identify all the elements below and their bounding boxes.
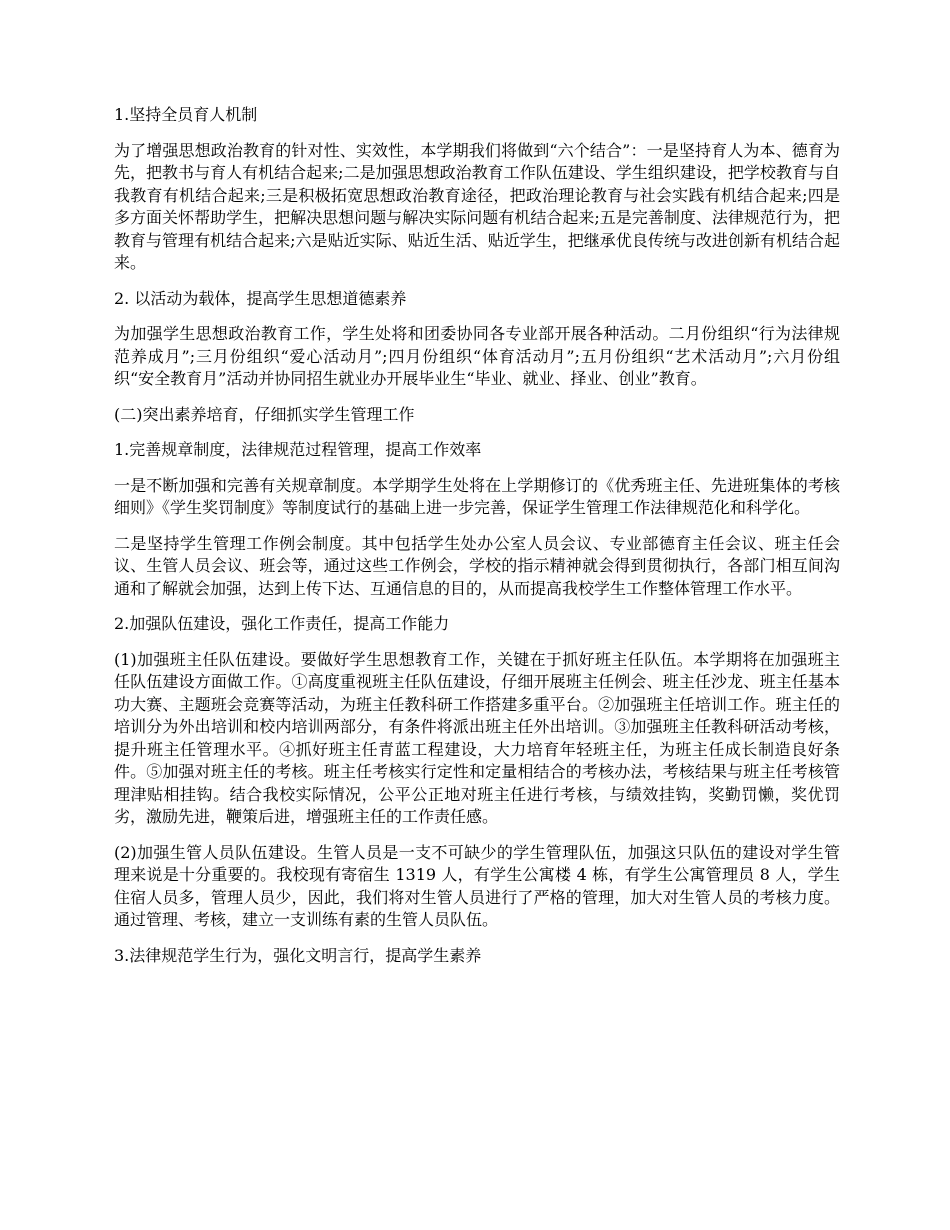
heading-section-two: (二)突出素养培育，仔细抓实学生管理工作	[114, 404, 415, 424]
paragraph-dorm-staff-team: (2)加强生管人员队伍建设。生管人员是一支不可缺少的学生管理队伍，加强这只队伍的建设对学生管理来说是十分重要的。我校现有寄宿生 1319 人，有学生公寓楼 4 栋，有学生公寓管理员 8 人，学生住宿人员多，管理人员少，因此，我们将对生管人员进行了严格的管理，加大对生管人员的考核力度。通过管理、考核，建立一支训练有素的生管人员队伍。	[114, 842, 840, 929]
heading-full-staff-education: 1.坚持全员育人机制	[114, 105, 258, 124]
heading-team-building: 2.加强队伍建设，强化工作责任，提高工作能力	[114, 614, 450, 633]
paragraph-monthly-activities: 为加强学生思想政治教育工作，学生处将和团委协同各专业部开展各种活动。二月份组织“行为法律规范养成月”;三月份组织“爱心活动月”;四月份组织“体育活动月”;五月份组织“艺术活动月”;六月份组织“安全教育月”活动并协同招生就业办开展毕业生“毕业、就业、择业、创业”教育。	[114, 324, 840, 388]
heading-rules-regulations: 1.完善规章制度，法律规范过程管理，提高工作效率	[114, 440, 482, 459]
paragraph-six-combinations: 为了增强思想政治教育的针对性、实效性，本学期我们将做到“六个结合”：一是坚持育人为本、德育为先，把教书与育人有机结合起来;二是加强思想政治教育工作队伍建设、学生组织建设，把学校教育与自我教育有机结合起来;三是积极拓宽思想政治教育途径，把政治理论教育与社会实践有机结合起来;四是多方面关怀帮助学生，把解决思想问题与解决实际问题有机结合起来;五是完善制度、法律规范行为，把教育与管理有机结合起来;六是贴近实际、贴近生活、贴近学生，把继承优良传统与改进创新有机结合起来。	[114, 140, 840, 272]
paragraph-class-teacher-team: (1)加强班主任队伍建设。要做好学生思想教育工作，关键在于抓好班主任队伍。本学期将在加强班主任队伍建设方面做工作。①高度重视班主任队伍建设，仔细开展班主任例会、班主任沙龙、班主任基本功大赛、主题班会竞赛等活动，为班主任教科研工作搭建多重平台。②加强班主任培训工作。班主任的培训分为外出培训和校内培训两部分，有条件将派出班主任外出培训。③加强班主任教科研活动考核，提升班主任管理水平。④抓好班主任青蓝工程建设，大力培育年轻班主任，为班主任成长制造良好条件。⑤加强对班主任的考核。班主任考核实行定性和定量相结合的考核办法，考核结果与班主任考核管理津贴相挂钩。结合我校实际情况，公平公正地对班主任进行考核，与绩效挂钩，奖勤罚懒，奖优罚劣，激励先进，鞭策后进，增强班主任的工作责任感。	[114, 649, 840, 826]
document-page	[114, 104, 840, 980]
paragraph-regular-meetings: 二是坚持学生管理工作例会制度。其中包括学生处办公室人员会议、专业部德育主任会议、班主任会议、生管人员会议、班会等，通过这些工作例会，学校的指示精神就会得到贯彻执行，各部门相互间沟通和了解就会加强，达到上传下达、互通信息的目的，从而提高我校学生工作整体管理工作水平。	[114, 533, 840, 598]
paragraph-improve-rules: 一是不断加强和完善有关规章制度。本学期学生处将在上学期修订的《优秀班主任、先进班集体的考核细则》《学生奖罚制度》等制度试行的基础上进一步完善，保证学生管理工作法律规范化和科学化。	[114, 475, 840, 517]
heading-student-behavior: 3.法律规范学生行为，强化文明言行，提高学生素养	[114, 945, 482, 965]
heading-activities-carrier: 2. 以活动为载体，提高学生思想道德素养	[114, 288, 407, 308]
